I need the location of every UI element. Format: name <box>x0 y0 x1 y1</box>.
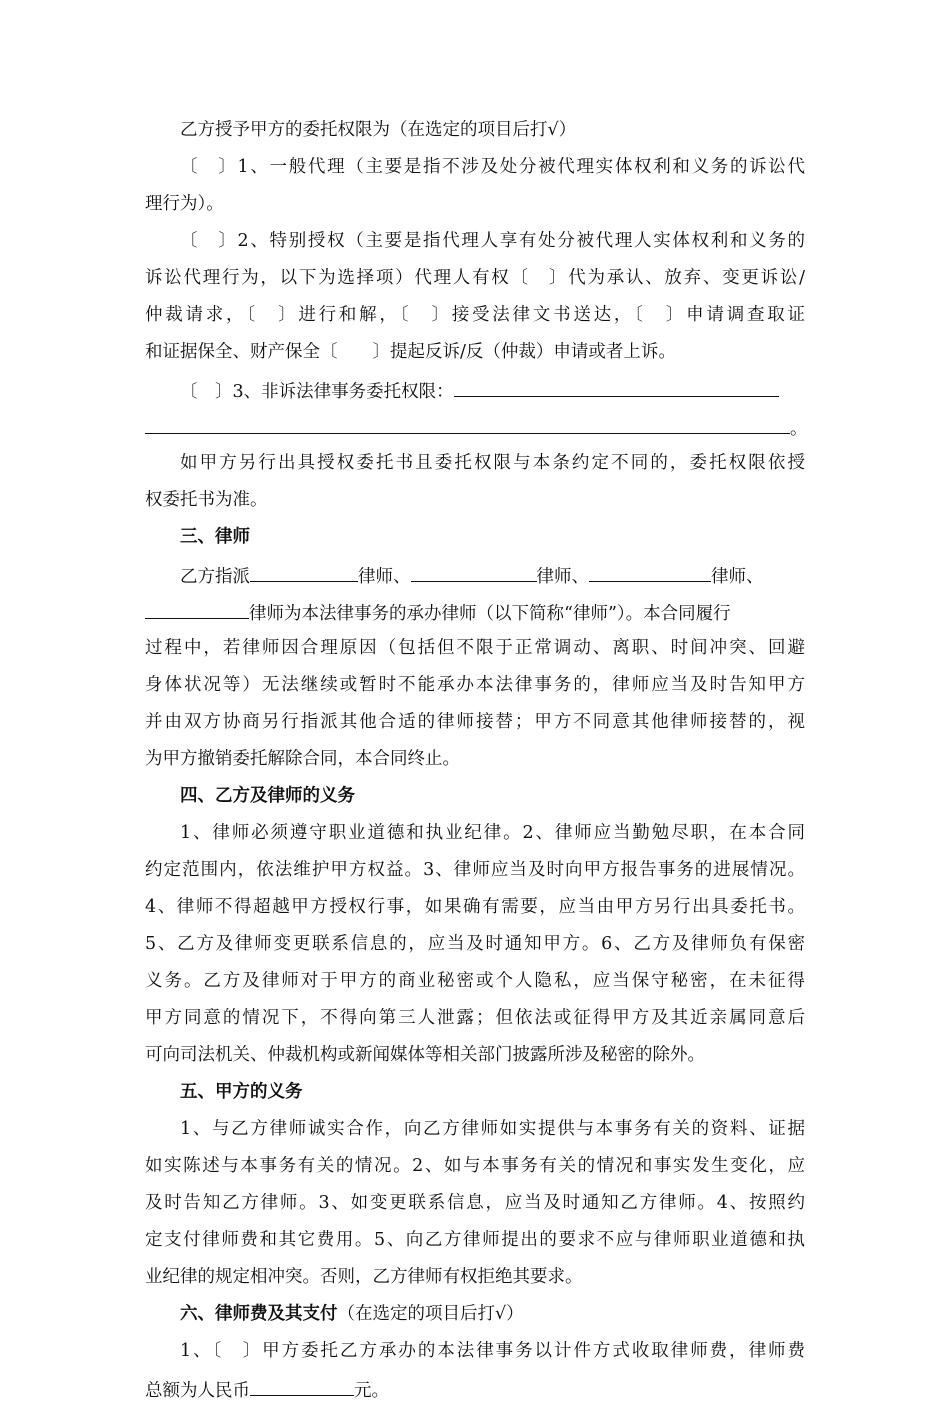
general-agency-line-2: 理行为）。 <box>145 194 224 214</box>
special-authority-line-4: 和证据保全、财产保全〔 〕提起反诉/反（仲裁）申请或者上诉。 <box>145 342 676 362</box>
assign-lawyers-rest: 律师为本法律事务的承办律师（以下简称“律师”）。本合同履行 <box>249 604 731 624</box>
section-6-heading-row <box>145 1296 805 1333</box>
lawyer-suffix-1: 律师、 <box>358 567 411 587</box>
lawyer-name-blank-2[interactable] <box>411 556 537 582</box>
section-6-heading: 六、律师费及其支付 <box>180 1304 338 1324</box>
fee-total-end: 元。 <box>354 1381 389 1401</box>
special-authority-line-1: 〔 〕2、特别授权（主要是指代理人享有处分被代理人实体权利和义务的 <box>180 231 805 251</box>
section-3-line-3: 过程中，若律师因合理原因（包括但不限于正常调动、离职、时间冲突、回避 <box>145 638 805 658</box>
non-litigation-line-1 <box>145 371 805 408</box>
section-5-line: 定支付律师费和其它费用。5、向乙方律师提出的要求不应与律师职业道德和执 <box>145 1230 805 1250</box>
assign-lawyers-line-2 <box>145 593 805 630</box>
general-agency-line-1: 〔 〕1、一般代理（主要是指不涉及处分被代理实体权利和义务的诉讼代 <box>180 157 805 177</box>
section-4-heading: 四、乙方及律师的义务 <box>180 786 355 806</box>
section-3-heading: 三、律师 <box>180 527 250 547</box>
section-3-line-5: 并由双方协商另行指派其他合适的律师接替；甲方不同意其他律师接替的，视 <box>145 712 805 732</box>
separate-authority-line-1: 如甲方另行出具授权委托书且委托权限与本条约定不同的，委托权限依授 <box>180 453 805 473</box>
section-4-line: 义务。乙方及律师对于甲方的商业秘密或个人隐私，应当保守秘密，在未征得 <box>145 971 805 991</box>
section-4-line: 约定范围内，依法维护甲方权益。3、律师应当及时向甲方报告事务的进展情况。 <box>145 860 805 880</box>
non-litigation-end: 。 <box>790 419 808 439</box>
non-litigation-blank-2[interactable] <box>145 408 790 434</box>
section-4-line: 甲方同意的情况下，不得向第三人泄露；但依法或征得甲方及其近亲属同意后 <box>145 1008 805 1028</box>
section-3-line-6: 为甲方撤销委托解除合同，本合同终止。 <box>145 749 460 769</box>
section-5-heading: 五、甲方的义务 <box>180 1082 303 1102</box>
non-litigation-label: 〔 〕3、非诉法律事务委托权限： <box>180 382 454 402</box>
section-5-line: 及时告知乙方律师。3、如变更联系信息，应当及时通知乙方律师。4、按照约 <box>145 1193 805 1213</box>
section-4-line: 可向司法机关、仲裁机构或新闻媒体等相关部门披露所涉及秘密的除外。 <box>145 1045 705 1065</box>
lawyer-name-blank-1[interactable] <box>250 556 358 582</box>
section-5-line: 1、与乙方律师诚实合作，向乙方律师如实提供与本事务有关的资料、证据 <box>180 1119 805 1139</box>
assign-lawyers-line-1 <box>145 556 805 593</box>
assign-lead: 乙方指派 <box>180 567 250 587</box>
lawyer-name-blank-3[interactable] <box>589 556 711 582</box>
special-authority-line-2: 诉讼代理行为，以下为选择项）代理人有权〔 〕代为承认、放弃、变更诉讼/ <box>145 268 805 288</box>
lawyer-suffix-3: 律师、 <box>711 567 764 587</box>
fee-amount-blank[interactable] <box>250 1370 354 1396</box>
lawyer-name-blank-4[interactable] <box>145 593 249 619</box>
section-4-line: 1、律师必须遵守职业道德和执业纪律。2、律师应当勤勉尽职，在本合同 <box>180 823 805 843</box>
lawyer-suffix-2: 律师、 <box>536 567 589 587</box>
fee-total-lead: 总额为人民币 <box>145 1381 250 1401</box>
special-authority-line-3: 仲裁请求，〔 〕进行和解，〔 〕接受法律文书送达，〔 〕申请调查取证 <box>145 305 805 325</box>
separate-authority-line-2: 权委托书为准。 <box>145 490 268 510</box>
section-4-line: 5、乙方及律师变更联系信息的，应当及时通知甲方。6、乙方及律师负有保密 <box>145 934 805 954</box>
authority-intro: 乙方授予甲方的委托权限为（在选定的项目后打√） <box>180 120 577 140</box>
fee-line-2 <box>145 1370 805 1407</box>
fee-line-1: 1、〔 〕甲方委托乙方承办的本法律事务以计件方式收取律师费，律师费 <box>180 1341 805 1361</box>
section-4-line: 4、律师不得超越甲方授权行事，如果确有需要，应当由甲方另行出具委托书。 <box>145 897 805 917</box>
non-litigation-blank-1[interactable] <box>454 371 779 397</box>
section-5-line: 业纪律的规定相冲突。否则，乙方律师有权拒绝其要求。 <box>145 1267 583 1287</box>
contract-page <box>145 112 808 1407</box>
non-litigation-line-2 <box>145 408 808 445</box>
section-6-heading-note: （在选定的项目后打√） <box>337 1304 524 1324</box>
section-5-line: 如实陈述与本事务有关的情况。2、如与本事务有关的情况和事实发生变化，应 <box>145 1156 805 1176</box>
section-3-line-4: 身体状况等）无法继续或暂时不能承办本法律事务的，律师应当及时告知甲方 <box>145 675 805 695</box>
